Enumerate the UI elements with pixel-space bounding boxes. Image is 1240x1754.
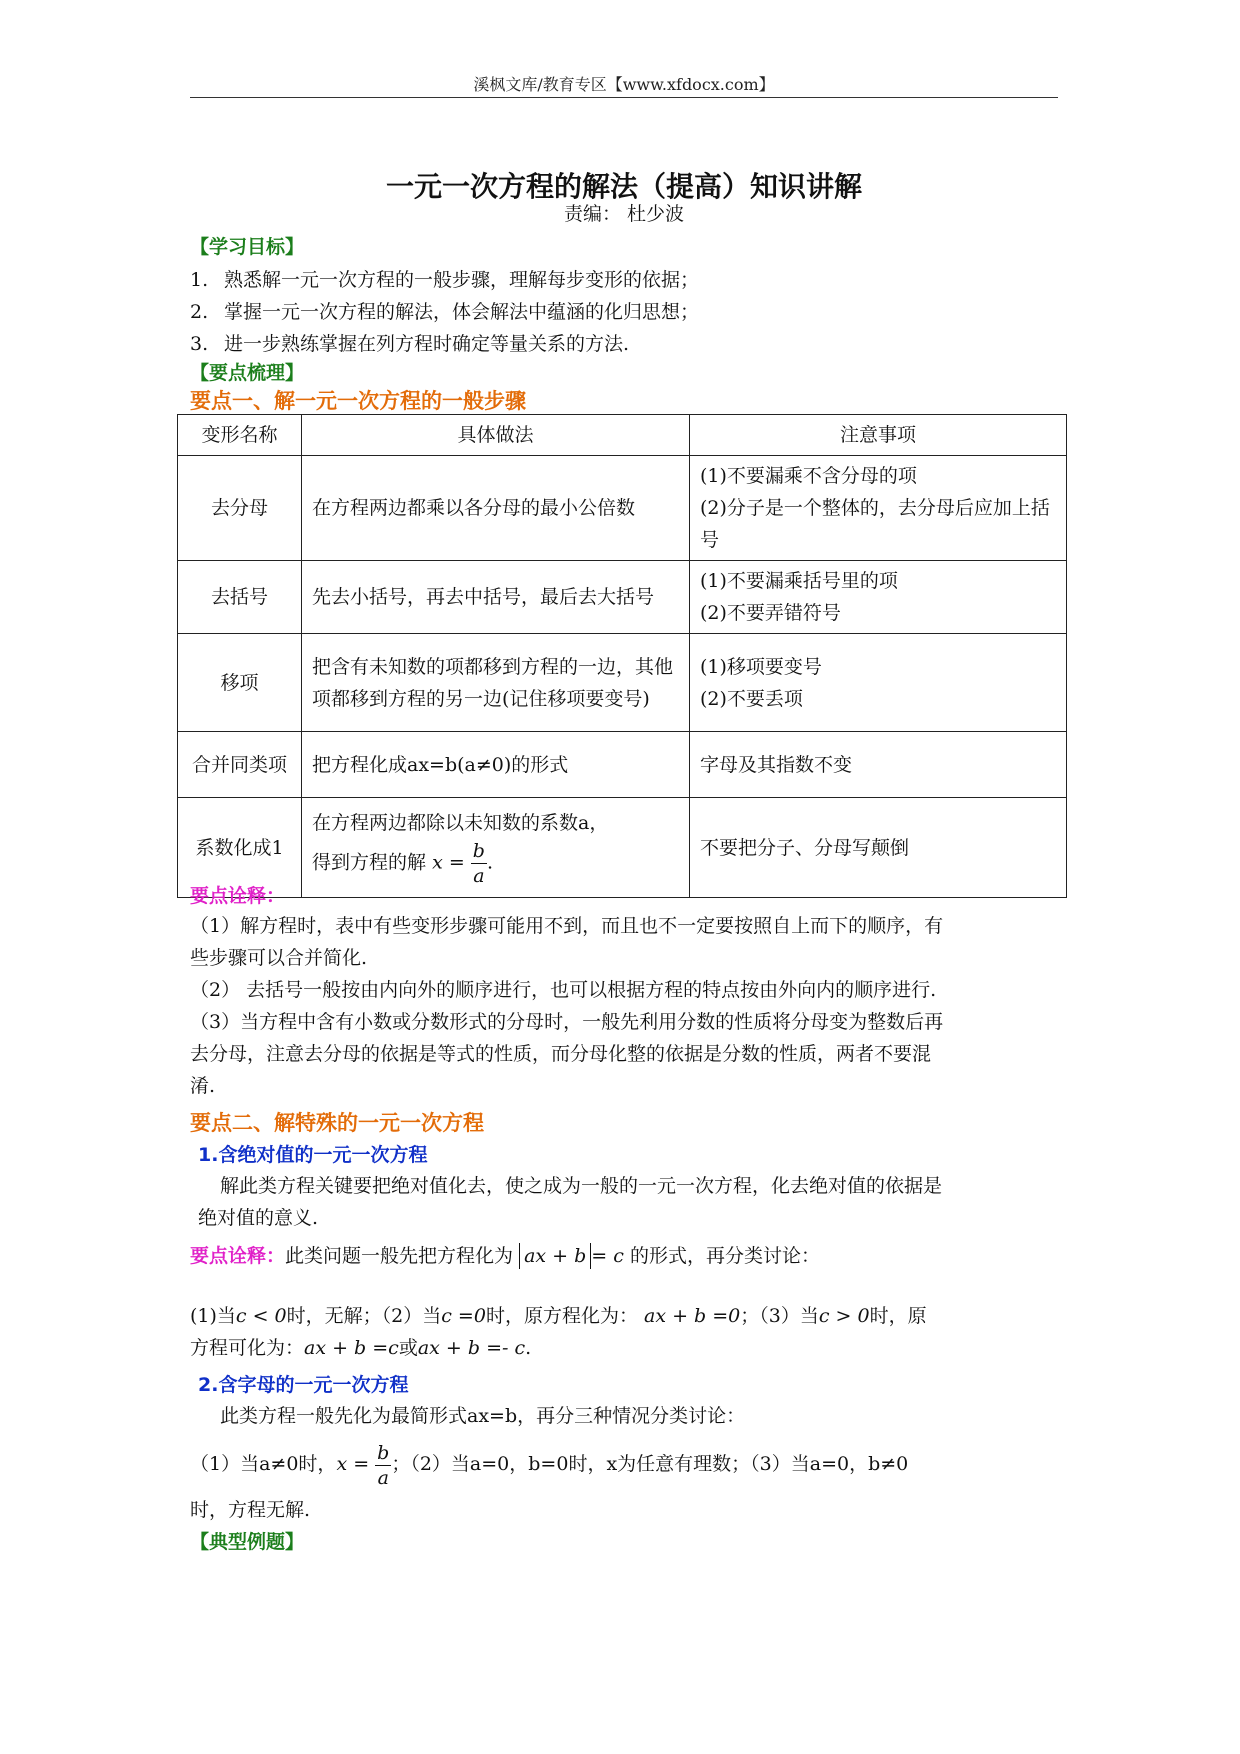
case-text: 时，原 <box>869 1305 927 1327</box>
fraction-numerator: b <box>377 1441 390 1464</box>
table-row <box>178 561 1067 634</box>
goal-text: 进一步熟练掌握在列方程时确定等量关系的方法. <box>224 333 630 355</box>
table-row <box>178 456 1067 561</box>
note-line: (2)不要弄错符号 <box>700 602 841 624</box>
note-line: (2)不要丢项 <box>700 687 803 710</box>
goal-item <box>190 297 699 324</box>
step-method: 把方程化成ax=b(a≠0)的形式 <box>302 732 690 798</box>
step-name: 移项 <box>178 634 302 732</box>
explain2-post: 的形式，再分类讨论： <box>629 1245 820 1267</box>
goal-number: 3. <box>190 333 209 355</box>
method-line: 在方程两边都除以未知数的系数a， <box>312 812 609 834</box>
step-name: 系数化成1 <box>178 798 302 898</box>
goal-text: 掌握一元一次方程的解法，体会解法中蕴涵的化归思想； <box>224 301 700 323</box>
fraction-denominator: a <box>473 865 485 887</box>
goal-text: 熟悉解一元一次方程的一般步骤，理解每步变形的依据； <box>224 269 700 291</box>
goals-heading: 【学习目标】 <box>190 236 305 258</box>
step-method: 把含有未知数的项都移到方程的一边，其他项都移到方程的另一边(记住移项要变号) <box>302 634 690 732</box>
explain-label: 要点诠释： <box>190 885 286 907</box>
method-text: 得到方程的解 <box>312 851 427 874</box>
goal-number: 2. <box>190 301 209 323</box>
explain-line: （1）解方程时，表中有些变形步骤可能用不到，而且也不一定要按照自上而下的顺序，有 <box>190 915 944 937</box>
table-header-cell: 注意事项 <box>690 415 1067 456</box>
case-text: 时，原方程化为： <box>485 1305 638 1327</box>
step-name: 去分母 <box>178 456 302 561</box>
header-divider <box>190 97 1058 98</box>
sub2-end-line: 时，方程无解. <box>190 1499 311 1521</box>
sub2-line: 此类方程一般先化为最简形式ax=b，再分三种情况分类讨论： <box>220 1405 746 1427</box>
method-end: . <box>486 851 494 874</box>
sub2-title: 2.含字母的一元一次方程 <box>198 1374 409 1396</box>
math-variable: x <box>432 851 443 874</box>
explain2-line <box>190 1240 1060 1272</box>
note-line: 字母及其指数不变 <box>700 753 853 776</box>
explain-line: 淆. <box>190 1075 216 1097</box>
page-header: 溪枫文库/教育专区【www.xfdocx.com】 <box>473 75 775 94</box>
editor-line: 责编： 杜少波 <box>563 203 685 225</box>
math-expression: c =0 <box>441 1305 486 1327</box>
fraction-numerator: b <box>472 840 485 862</box>
step-method: 在方程两边都乘以各分母的最小公倍数 <box>302 456 690 561</box>
math-rhs: = c <box>591 1245 624 1267</box>
sub1-title: 1.含绝对值的一元一次方程 <box>198 1144 428 1166</box>
table-header-cell: 变形名称 <box>178 415 302 456</box>
fraction <box>375 1441 391 1490</box>
sub1-line: 绝对值的意义. <box>198 1207 319 1229</box>
explain2-label: 要点诠释： <box>190 1245 286 1267</box>
cases-line <box>190 1332 1060 1364</box>
goal-item <box>190 265 699 292</box>
table-header-cell: 具体做法 <box>302 415 690 456</box>
table-row <box>178 634 1067 732</box>
point1-title: 要点一、解一元一次方程的一般步骤 <box>190 389 526 413</box>
document-title: 一元一次方程的解法（提高）知识讲解 <box>385 170 862 203</box>
explain-line: （3）当方程中含有小数或分数形式的分母时，一般先利用分数的性质将分母变为整数后再 <box>190 1011 944 1033</box>
math-variable: x <box>336 1453 348 1475</box>
point2-title: 要点二、解特殊的一元一次方程 <box>190 1111 484 1135</box>
case-text: ；（2）当a=0，b=0时，x为任意有理数；（3）当a=0，b≠0 <box>391 1453 909 1475</box>
case-text: 方程可化为： <box>190 1337 305 1359</box>
case-text: 时，无解；（2）当 <box>286 1305 442 1327</box>
table-header-row <box>178 415 1067 456</box>
step-name: 合并同类项 <box>178 732 302 798</box>
step-name: 去括号 <box>178 561 302 634</box>
math-expression: ax + b =c <box>304 1337 399 1359</box>
goal-item <box>190 329 629 356</box>
case-text: (1)当 <box>190 1305 236 1327</box>
step-notes <box>690 561 1067 634</box>
explain-line: 去分母，注意去分母的依据是等式的性质，而分母化整的依据是分数的性质，两者不要混 <box>190 1043 932 1065</box>
examples-heading: 【典型例题】 <box>190 1531 305 1553</box>
math-equals: = <box>448 851 465 874</box>
note-line: (2)分子是一个整体的，去分母后应加上括号 <box>700 497 1050 551</box>
note-line: (1)不要漏乘不含分母的项 <box>700 465 917 487</box>
explain-line: （2） 去括号一般按由内向外的顺序进行，也可以根据方程的特点按由外向内的顺序进行. <box>190 979 937 1001</box>
note-line: (1)移项要变号 <box>700 655 822 678</box>
math-expression: c > 0 <box>818 1305 870 1327</box>
explain-line: 些步骤可以合并简化. <box>190 947 368 969</box>
steps-table <box>177 414 1067 898</box>
cases-line <box>190 1300 1060 1332</box>
case-text: ；（3）当 <box>740 1305 819 1327</box>
points-heading: 【要点梳理】 <box>190 362 305 384</box>
case-text: 或 <box>398 1337 418 1359</box>
sub1-line: 解此类方程关键要把绝对值化去，使之成为一般的一元一次方程，化去绝对值的依据是 <box>220 1175 943 1197</box>
note-line: 不要把分子、分母写颠倒 <box>700 836 910 859</box>
step-notes <box>690 456 1067 561</box>
fraction-denominator: a <box>377 1466 389 1489</box>
case-text: （1）当a≠0时， <box>190 1453 337 1475</box>
absolute-value-expression: ax + b <box>519 1243 591 1269</box>
explain2-pre: 此类问题一般先把方程化为 <box>285 1245 514 1267</box>
step-notes <box>690 634 1067 732</box>
step-method: 先去小括号，再去中括号，最后去大括号 <box>302 561 690 634</box>
table-row <box>178 732 1067 798</box>
goal-number: 1. <box>190 269 209 291</box>
case-text: . <box>525 1337 532 1359</box>
math-expression: c < 0 <box>235 1305 287 1327</box>
math-expression: ax + b =0 <box>644 1305 741 1327</box>
math-equals: = <box>353 1453 370 1475</box>
step-notes <box>690 732 1067 798</box>
sub2-case-line <box>190 1440 1060 1490</box>
math-expression: ax + b =- c <box>417 1337 526 1359</box>
note-line: (1)不要漏乘括号里的项 <box>700 570 898 592</box>
